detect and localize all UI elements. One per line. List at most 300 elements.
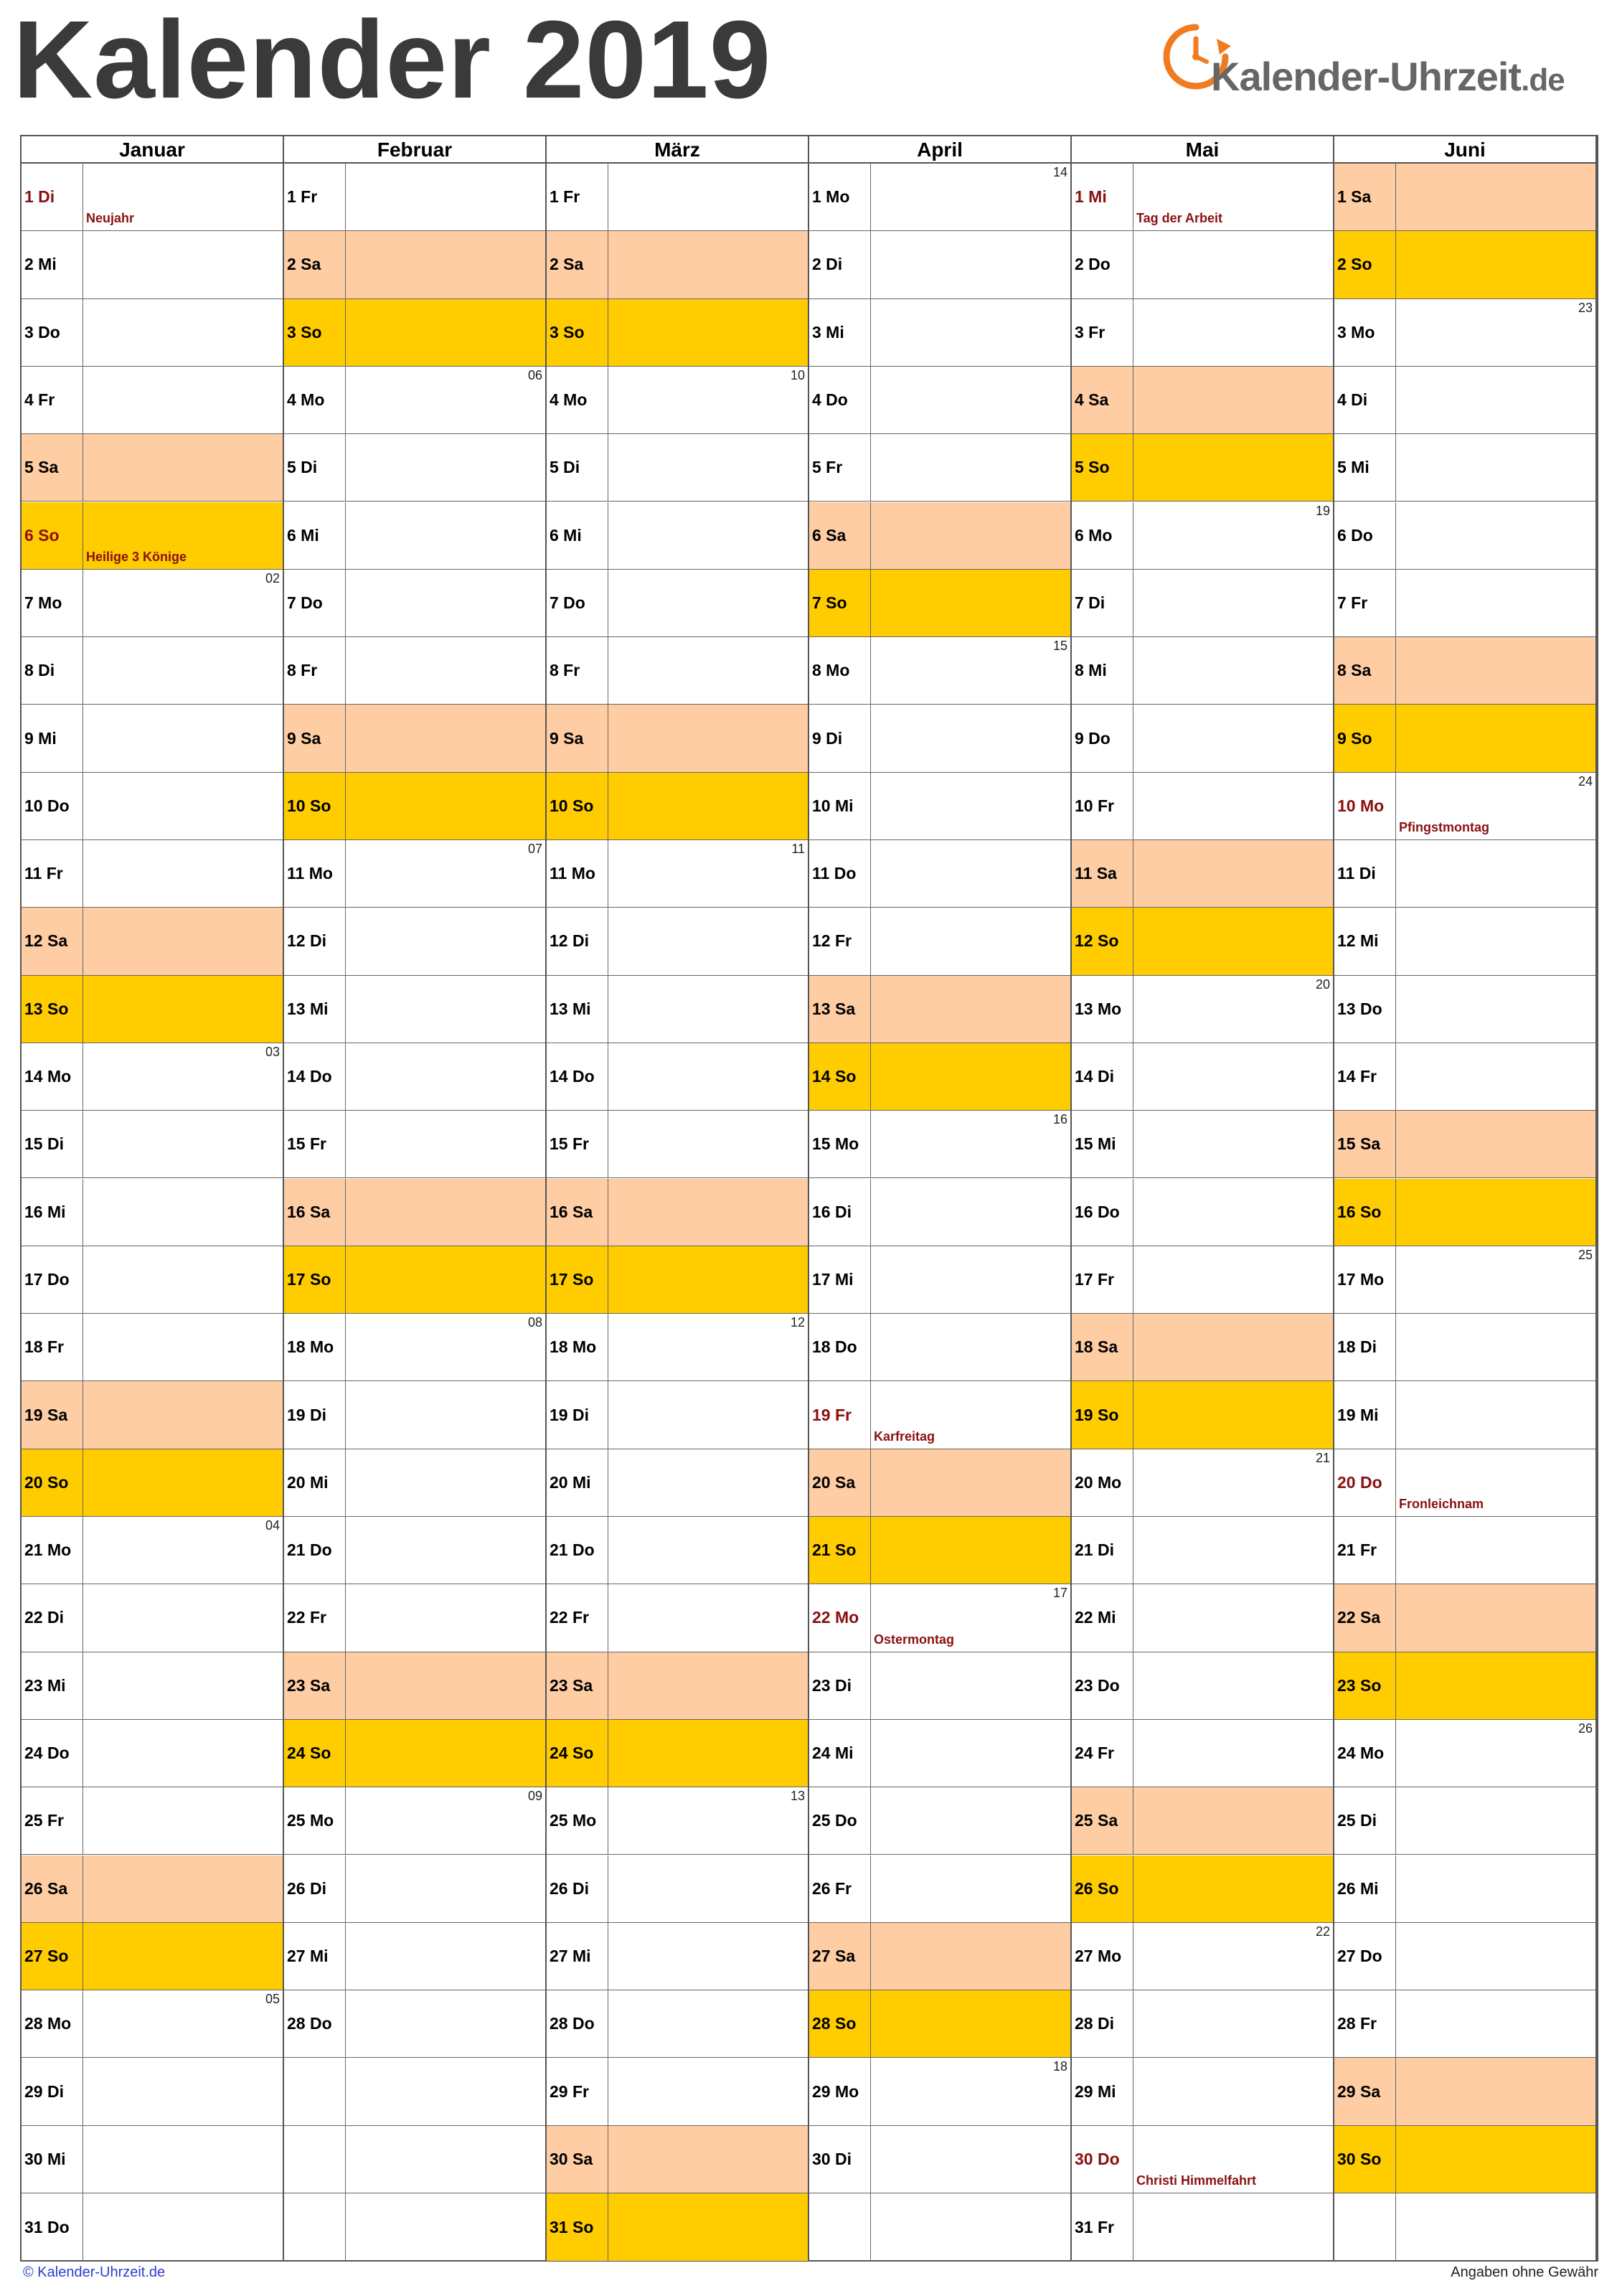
day-label: 30 Di (809, 2126, 871, 2193)
day-label: 25 Sa (1072, 1787, 1133, 1854)
day-note-area (346, 299, 545, 366)
day-label: 4 Sa (1072, 367, 1133, 433)
day-label: 4 Do (809, 367, 871, 433)
day-note-area (346, 1787, 545, 1854)
day-note-area (83, 1314, 283, 1380)
day-note-area (608, 773, 808, 839)
day-note-area (346, 1314, 545, 1380)
day-label: 29 Di (22, 2058, 83, 2125)
day-note-area (608, 164, 808, 230)
day-note-area (608, 2126, 808, 2193)
day-cell (1072, 705, 1333, 772)
day-note-area (1133, 637, 1333, 704)
day-note-area (608, 1990, 808, 2057)
day-note-area (1396, 773, 1595, 839)
day-label: 8 Mi (1072, 637, 1133, 704)
day-label: 16 Sa (547, 1179, 608, 1246)
day-note-area (871, 1246, 1070, 1313)
empty-day-cell (284, 2058, 545, 2125)
footer-copyright-link[interactable]: © Kalender-Uhrzeit.de (23, 2264, 166, 2280)
day-cell (809, 773, 1070, 840)
day-cell (547, 231, 808, 298)
day-note-area (1133, 1990, 1333, 2057)
day-label: 21 Di (1072, 1517, 1133, 1584)
day-cell (1072, 2058, 1333, 2125)
day-label: 16 Sa (284, 1179, 346, 1246)
day-label: 23 Sa (284, 1652, 346, 1719)
day-label: 1 Fr (547, 164, 608, 230)
day-label: 24 So (547, 1720, 608, 1787)
day-label: 12 Fr (809, 908, 871, 974)
day-label: 8 Fr (547, 637, 608, 704)
day-note-area (871, 976, 1070, 1043)
day-note-area (1133, 1246, 1333, 1313)
day-cell (809, 1043, 1070, 1111)
month-header: Februar (284, 136, 547, 164)
day-label: 13 Mi (547, 976, 608, 1043)
day-label: 15 Di (22, 1111, 83, 1177)
day-label: 22 Sa (1334, 1584, 1396, 1651)
week-number: 25 (1578, 1247, 1593, 1262)
day-cell (1334, 1246, 1595, 1314)
day-cell (284, 299, 545, 367)
day-label: 5 Sa (22, 434, 83, 501)
week-number: 08 (527, 1315, 542, 1330)
day-note-area (871, 1923, 1070, 1990)
day-label: 5 Fr (809, 434, 871, 501)
day-note-area (83, 705, 283, 771)
day-label: 26 So (1072, 1855, 1133, 1922)
day-note-area (1396, 164, 1595, 230)
holiday-name: Ostermontag (874, 1632, 955, 1647)
month-header: April (809, 136, 1072, 164)
empty-day-cell (1334, 2193, 1595, 2261)
day-note-area (346, 367, 545, 433)
day-label: 7 Di (1072, 570, 1133, 636)
day-note-area (1396, 1043, 1595, 1110)
day-label: 15 Mi (1072, 1111, 1133, 1177)
empty-day-cell (284, 2193, 545, 2261)
day-cell (547, 164, 808, 231)
day-note-area (83, 231, 283, 298)
day-note-area (608, 1923, 808, 1990)
day-note-area (871, 164, 1070, 230)
day-note-area (346, 231, 545, 298)
day-cell (809, 1923, 1070, 1990)
day-cell (809, 164, 1070, 231)
month-header: Mai (1072, 136, 1334, 164)
day-note-area (1133, 231, 1333, 298)
day-cell (809, 1787, 1070, 1855)
day-label: 12 Di (547, 908, 608, 974)
day-cell (284, 908, 545, 975)
day-cell (1334, 1923, 1595, 1990)
day-label: 3 Mi (809, 299, 871, 366)
day-label: 9 Sa (547, 705, 608, 771)
day-label: 3 Mo (1334, 299, 1396, 366)
day-cell (284, 1246, 545, 1314)
day-cell (22, 434, 283, 502)
day-label: 10 Mo (1334, 773, 1396, 839)
day-note-area (608, 637, 808, 704)
day-label: 10 So (547, 773, 608, 839)
week-number: 09 (527, 1789, 542, 1804)
day-cell (809, 2126, 1070, 2193)
day-label: 31 So (547, 2193, 608, 2261)
day-cell (22, 1111, 283, 1178)
day-cell (284, 1787, 545, 1855)
day-cell (284, 705, 545, 772)
day-cell (1072, 299, 1333, 367)
day-label: 4 Di (1334, 367, 1396, 433)
day-label: 9 Di (809, 705, 871, 771)
day-cell (1072, 976, 1333, 1043)
day-cell (1334, 1179, 1595, 1246)
day-cell (547, 367, 808, 434)
week-number: 24 (1578, 773, 1593, 789)
month-header: März (547, 136, 809, 164)
day-note-area (1396, 1517, 1595, 1584)
day-cell (22, 570, 283, 637)
day-label: 9 Sa (284, 705, 346, 771)
day-label: 9 Mi (22, 705, 83, 771)
month-column (547, 164, 809, 2260)
day-cell (1334, 1584, 1595, 1652)
day-note-area (83, 1043, 283, 1110)
day-cell (1072, 570, 1333, 637)
day-note-area (1133, 1584, 1333, 1651)
day-label: 31 Fr (1072, 2193, 1133, 2261)
logo-text (1211, 53, 1565, 100)
day-note-area (1396, 502, 1595, 569)
day-cell (284, 976, 545, 1043)
day-label: 2 Sa (284, 231, 346, 298)
day-note-area (346, 1652, 545, 1719)
day-label: 30 Do (1072, 2126, 1133, 2193)
day-cell (1334, 773, 1595, 840)
day-cell (1072, 773, 1333, 840)
day-note-area (1396, 299, 1595, 366)
day-cell (547, 840, 808, 908)
day-note-area (1133, 1517, 1333, 1584)
day-cell (1334, 976, 1595, 1043)
day-cell (547, 1923, 808, 1990)
day-cell (284, 1111, 545, 1178)
day-cell (1072, 1246, 1333, 1314)
day-cell (284, 164, 545, 231)
day-label: 6 Mi (547, 502, 608, 569)
day-cell (284, 1652, 545, 1720)
day-note-area (608, 299, 808, 366)
day-note-area (871, 1381, 1070, 1448)
day-note-area (1133, 367, 1333, 433)
day-label: 17 So (547, 1246, 608, 1313)
day-note-area (608, 2058, 808, 2125)
day-note-area (346, 773, 545, 839)
day-cell (547, 1787, 808, 1855)
day-label: 17 Do (22, 1246, 83, 1313)
day-label: 14 Do (547, 1043, 608, 1110)
day-cell (22, 908, 283, 975)
day-label: 13 Do (1334, 976, 1396, 1043)
day-note-area (1133, 976, 1333, 1043)
day-cell (284, 840, 545, 908)
day-label: 26 Sa (22, 1855, 83, 1922)
day-cell (547, 908, 808, 975)
day-cell (1334, 1652, 1595, 1720)
day-note-area (871, 502, 1070, 569)
day-note-area (83, 1517, 283, 1584)
day-cell (809, 1517, 1070, 1584)
day-cell (22, 1246, 283, 1314)
day-note-area (1396, 1584, 1595, 1651)
day-label: 22 Fr (547, 1584, 608, 1651)
day-cell (22, 1449, 283, 1517)
day-note-area (83, 908, 283, 974)
day-note-area (1133, 299, 1333, 366)
day-note-area (1133, 1043, 1333, 1110)
day-note-area (1133, 2058, 1333, 2125)
day-note-area (608, 705, 808, 771)
day-note-area (83, 299, 283, 366)
day-note-area (1396, 705, 1595, 771)
month-column (809, 164, 1072, 2260)
day-note-area (346, 1246, 545, 1313)
day-note-area (608, 976, 808, 1043)
day-note-area (346, 1990, 545, 2057)
day-cell (22, 164, 283, 231)
day-label: 5 Di (284, 434, 346, 501)
day-cell (547, 570, 808, 637)
day-note-area (1133, 1381, 1333, 1448)
day-cell (547, 1584, 808, 1652)
day-cell (22, 840, 283, 908)
day-label: 1 Fr (284, 164, 346, 230)
day-cell (1334, 1787, 1595, 1855)
day-cell (1072, 434, 1333, 502)
day-cell (1072, 2193, 1333, 2261)
day-note-area (83, 367, 283, 433)
day-note-area (1133, 2193, 1333, 2261)
day-label: 9 So (1334, 705, 1396, 771)
day-note-area (608, 840, 808, 907)
day-label: 6 So (22, 502, 83, 569)
day-label: 23 So (1334, 1652, 1396, 1719)
day-label: 24 Fr (1072, 1720, 1133, 1787)
day-cell (809, 1855, 1070, 1923)
day-label: 3 Fr (1072, 299, 1133, 366)
day-cell (284, 1043, 545, 1111)
day-cell (547, 637, 808, 705)
day-note-area (871, 908, 1070, 974)
day-cell (1072, 840, 1333, 908)
day-cell (1072, 1449, 1333, 1517)
day-note-area (346, 434, 545, 501)
day-note-area (83, 434, 283, 501)
day-note-area (1133, 2126, 1333, 2193)
day-cell (809, 976, 1070, 1043)
day-cell (547, 1111, 808, 1178)
day-note-area (346, 908, 545, 974)
day-cell (284, 1990, 545, 2058)
day-label: 2 Mi (22, 231, 83, 298)
day-cell (1072, 637, 1333, 705)
day-note-area (871, 773, 1070, 839)
month-column (1334, 164, 1597, 2260)
day-label: 30 Mi (22, 2126, 83, 2193)
day-note-area (1396, 570, 1595, 636)
day-label: 20 Sa (809, 1449, 871, 1516)
day-note-area (608, 1314, 808, 1380)
week-number: 10 (790, 367, 805, 382)
day-label: 9 Do (1072, 705, 1133, 771)
day-label: 7 So (809, 570, 871, 636)
day-cell (1072, 1652, 1333, 1720)
day-cell (284, 1449, 545, 1517)
day-note-area (1133, 164, 1333, 230)
day-label: 22 Fr (284, 1584, 346, 1651)
day-label: 27 Do (1334, 1923, 1396, 1990)
holiday-name: Karfreitag (874, 1429, 935, 1444)
day-note-area (871, 2126, 1070, 2193)
day-cell (22, 705, 283, 772)
day-note-area (1133, 773, 1333, 839)
day-label: 14 Di (1072, 1043, 1133, 1110)
day-note-area (871, 2058, 1070, 2125)
day-note-area (83, 2193, 283, 2261)
logo-name: Kalender-Uhrzeit (1211, 54, 1522, 99)
day-cell (1072, 1517, 1333, 1584)
day-label: 24 Mo (1334, 1720, 1396, 1787)
day-label: 6 Mo (1072, 502, 1133, 569)
day-label: 10 Fr (1072, 773, 1133, 839)
day-label: 19 Sa (22, 1381, 83, 1448)
day-cell (547, 1381, 808, 1449)
day-label: 4 Fr (22, 367, 83, 433)
day-note-area (871, 1314, 1070, 1380)
week-number: 11 (791, 842, 805, 856)
day-cell (1334, 908, 1595, 975)
day-label: 27 So (22, 1923, 83, 1990)
holiday-name: Pfingstmontag (1399, 819, 1489, 834)
day-cell (22, 1990, 283, 2058)
day-cell (1334, 367, 1595, 434)
day-note-area (1133, 1111, 1333, 1177)
day-note-area (83, 2126, 283, 2193)
day-cell (809, 1314, 1070, 1381)
day-label: 13 Mo (1072, 976, 1133, 1043)
day-label: 27 Mi (547, 1923, 608, 1990)
day-label: 23 Di (809, 1652, 871, 1719)
day-label: 25 Do (809, 1787, 871, 1854)
day-label: 19 Di (547, 1381, 608, 1448)
day-note-area (1396, 434, 1595, 501)
day-cell (22, 1855, 283, 1923)
day-note-area (1396, 1720, 1595, 1787)
day-label: 26 Di (547, 1855, 608, 1922)
day-cell (1334, 1855, 1595, 1923)
brand-logo[interactable] (1156, 11, 1606, 119)
day-cell (809, 434, 1070, 502)
day-note-area (608, 1246, 808, 1313)
day-cell (284, 773, 545, 840)
day-note-area (871, 1720, 1070, 1787)
day-note-area (871, 231, 1070, 298)
holiday-name: Fronleichnam (1399, 1496, 1484, 1511)
day-note-area (871, 1652, 1070, 1719)
week-number: 13 (790, 1789, 805, 1804)
day-cell (1334, 1381, 1595, 1449)
day-cell (1334, 2126, 1595, 2193)
day-cell (22, 1720, 283, 1787)
day-label: 27 Sa (809, 1923, 871, 1990)
day-cell (809, 705, 1070, 772)
day-cell (547, 2193, 808, 2261)
day-label: 2 Do (1072, 231, 1133, 298)
day-label: 22 Di (22, 1584, 83, 1651)
day-note-area (871, 1584, 1070, 1651)
day-note-area (608, 1381, 808, 1448)
day-label: 20 So (22, 1449, 83, 1516)
day-label: 8 Sa (1334, 637, 1396, 704)
day-cell (547, 1449, 808, 1517)
month-column (1072, 164, 1334, 2260)
day-note-area (1396, 1923, 1595, 1990)
day-note-area (1396, 1111, 1595, 1177)
day-note-area (346, 570, 545, 636)
day-label: 31 Do (22, 2193, 83, 2261)
day-label: 26 Di (284, 1855, 346, 1922)
day-note-area (83, 773, 283, 839)
day-label: 12 Di (284, 908, 346, 974)
day-cell (547, 773, 808, 840)
day-cell (547, 1246, 808, 1314)
day-cell (22, 2058, 283, 2125)
day-note-area (1133, 1449, 1333, 1516)
day-label: 21 So (809, 1517, 871, 1584)
day-label: 20 Mi (284, 1449, 346, 1516)
day-note-area (1133, 1720, 1333, 1787)
day-label: 18 Fr (22, 1314, 83, 1380)
day-cell (284, 1381, 545, 1449)
day-cell (547, 1179, 808, 1246)
day-note-area (1396, 1246, 1595, 1313)
day-label: 17 Mi (809, 1246, 871, 1313)
day-label: 18 Sa (1072, 1314, 1133, 1380)
day-label: 27 Mi (284, 1923, 346, 1990)
day-label: 10 So (284, 773, 346, 839)
day-label: 17 Mo (1334, 1246, 1396, 1313)
day-note-area (871, 299, 1070, 366)
day-note-area (871, 1179, 1070, 1246)
day-label: 19 Fr (809, 1381, 871, 1448)
day-note-area (608, 1043, 808, 1110)
day-cell (284, 570, 545, 637)
day-label: 29 Mi (1072, 2058, 1133, 2125)
day-note-area (1396, 1381, 1595, 1448)
day-cell (1334, 637, 1595, 705)
day-label: 8 Fr (284, 637, 346, 704)
day-label: 1 Sa (1334, 164, 1396, 230)
day-note-area (1133, 1314, 1333, 1380)
day-label: 11 Mo (284, 840, 346, 907)
day-note-area (608, 1111, 808, 1177)
week-number: 23 (1578, 300, 1593, 315)
day-cell (547, 1517, 808, 1584)
day-label: 5 Mi (1334, 434, 1396, 501)
day-label: 8 Di (22, 637, 83, 704)
day-cell (809, 1584, 1070, 1652)
